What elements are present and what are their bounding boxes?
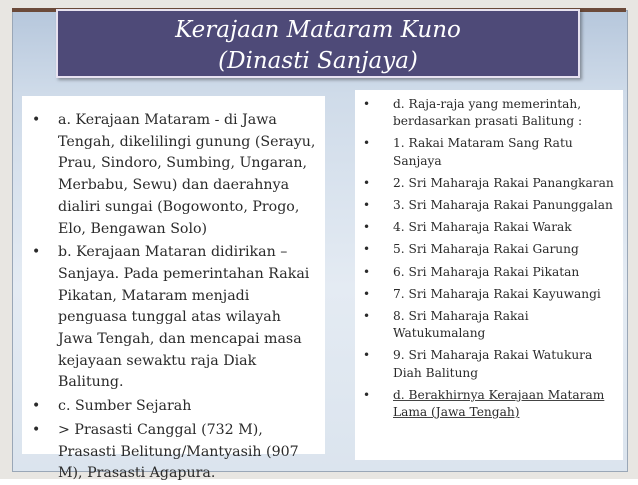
left-list-item [32, 396, 317, 418]
bullet-icon: • [363, 286, 371, 301]
bullet-icon: • [363, 198, 371, 213]
list-item-text: d. Raja-raja yang memerintah, berdasarkan prasati Balitung : [393, 97, 583, 129]
list-item-text: 3. Sri Maharaja Rakai Panunggalan [393, 198, 613, 213]
left-bullet-list [32, 110, 317, 485]
bullet-icon: • [363, 348, 371, 363]
list-item-text: a. Kerajaan Mataram - di Jawa Tengah, dikelilingi gunung (Serayu, Prau, Sindoro, Sumbing, Ungaran, Merbabu, Sewu) dan daerahnya dialiri sungai (Bogowonto, Progo, Elo, Bengawan Solo) [58, 112, 316, 237]
right-list-item [359, 96, 615, 130]
right-list-item [359, 175, 615, 192]
list-item-text: 8. Sri Maharaja Rakai Watukumalang [393, 309, 529, 341]
list-item-text: 9. Sri Maharaja Rakai Watukura Diah Balitung [393, 348, 593, 380]
bullet-icon: • [363, 175, 371, 190]
right-list-item [359, 264, 615, 281]
slide-title-line-1: Kerajaan Mataram Kuno [175, 17, 461, 43]
bullet-icon: • [363, 264, 371, 279]
list-item-text: b. Kerajaan Mataran didirikan – Sanjaya. Pada pemerintahan Rakai Pikatan, Mataram menjadi penguasa tunggal atas wilayah Jawa Tengah, dan mencapai masa kejayaan sewaktu raja Diak Balitung. [58, 244, 310, 391]
right-list-item [359, 197, 615, 214]
bullet-icon: • [32, 244, 41, 261]
slide-title-line-2: (Dinasti Sanjaya) [218, 48, 418, 74]
list-item-text: c. Sumber Sejarah [58, 398, 192, 415]
right-list-item [359, 387, 615, 421]
bullet-icon: • [363, 136, 371, 151]
left-list-item [32, 110, 317, 240]
left-list-item [32, 242, 317, 394]
list-item-text: 7. Sri Maharaja Rakai Kayuwangi [393, 286, 601, 301]
slide-title-box [56, 9, 580, 78]
right-bullet-list [359, 96, 615, 421]
bullet-icon: • [363, 242, 371, 257]
list-item-text: > Prasasti Canggal (732 M), Prasasti Belitung/Mantyasih (907 M), Prasasti Agapura. [58, 421, 299, 482]
list-item-text: 4. Sri Maharaja Rakai Warak [393, 220, 572, 235]
right-list-item [359, 286, 615, 303]
left-content-panel [22, 96, 325, 482]
right-list-item [359, 241, 615, 258]
list-item-text: 6. Sri Maharaja Rakai Pikatan [393, 264, 580, 279]
right-list-item [359, 219, 615, 236]
right-list-item [359, 308, 615, 342]
list-item-text: 5. Sri Maharaja Rakai Garung [393, 242, 579, 257]
bullet-icon: • [32, 421, 41, 438]
bullet-icon: • [32, 112, 41, 128]
bullet-icon: • [363, 309, 371, 324]
right-content-panel [355, 90, 623, 460]
right-list-item [359, 347, 615, 381]
left-list-item [32, 420, 317, 485]
bullet-icon: • [32, 398, 41, 415]
list-item-text: 1. Rakai Mataram Sang Ratu Sanjaya [393, 136, 573, 168]
list-item-text: 2. Sri Maharaja Rakai Panangkaran [393, 175, 614, 190]
right-list-item [359, 135, 615, 169]
list-item-text: d. Berakhirnya Kerajaan Mataram Lama (Jawa Tengah) [393, 387, 605, 420]
bullet-icon: • [363, 387, 371, 402]
bullet-icon: • [363, 220, 371, 235]
bullet-icon: • [363, 97, 371, 111]
